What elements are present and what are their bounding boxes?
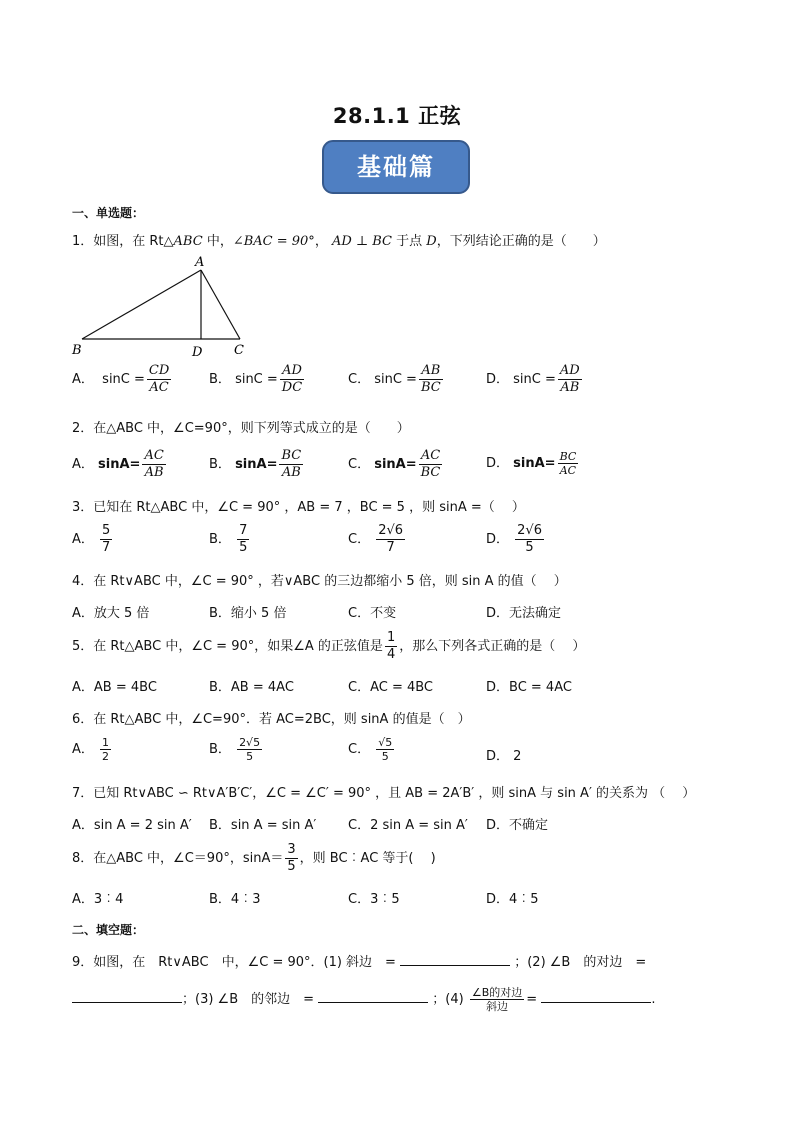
denominator: DC	[281, 380, 303, 395]
denominator: AB	[560, 380, 580, 395]
option-letter: D．	[486, 749, 510, 764]
option-fraction	[376, 523, 405, 556]
option-fraction	[376, 736, 394, 763]
q9-end: .	[651, 992, 656, 1007]
option-letter: B．	[209, 372, 231, 387]
option-letter: A．	[72, 742, 94, 757]
question-8	[72, 842, 436, 875]
question-3: 3．已知在 Rt△ABC 中，∠C = 90° ，AB = 7 ，BC = 5 ，则 sinA =（ ）	[72, 500, 525, 515]
q9-blank-4[interactable]	[541, 988, 651, 1003]
q8-text-b: ，则 BC︰AC 等于( )	[299, 851, 436, 866]
q2-option-c[interactable]	[348, 448, 444, 481]
numerator: AB	[419, 363, 443, 380]
option-fraction	[100, 736, 111, 763]
option-letter: A．	[72, 372, 94, 387]
numerator: BC	[281, 448, 302, 463]
label-d: D	[192, 345, 203, 359]
q8-text-a: 8．在△ABC 中，∠C＝90°，sinA＝	[72, 851, 284, 866]
q1-triangle-figure	[70, 253, 255, 359]
option-lhs: sinA=	[374, 457, 417, 472]
option-lhs: sinC =	[102, 372, 145, 387]
option-letter: A．	[72, 532, 94, 547]
numerator: AD	[559, 363, 580, 378]
q9-fraction	[470, 986, 524, 1013]
option-fraction	[147, 363, 171, 396]
q1-option-d[interactable]	[486, 363, 584, 396]
option-lhs: sinA=	[513, 456, 556, 471]
option-letter: C．	[348, 742, 371, 757]
q9-equals: =	[526, 992, 538, 1007]
option-letter: B．	[209, 532, 231, 547]
q6-option-a[interactable]	[72, 736, 113, 763]
option-fraction	[419, 448, 443, 481]
q7-option-a[interactable]: A．sin A = 2 sin A′	[72, 818, 192, 833]
option-value: 2	[513, 749, 522, 764]
numerator: 1	[102, 736, 110, 749]
option-lhs: sinA=	[235, 457, 278, 472]
q5-option-b[interactable]: B．AB = 4AC	[209, 680, 294, 695]
numerator: 1	[386, 630, 396, 645]
q9-blank-2[interactable]	[72, 988, 182, 1003]
q8-option-c[interactable]: C．3︰5	[348, 892, 400, 907]
option-fraction	[515, 523, 544, 556]
option-fraction	[419, 363, 443, 396]
q2-option-a[interactable]	[72, 448, 168, 481]
q1-text-a: 1．如图，在 Rt	[72, 234, 164, 249]
q7-option-c[interactable]: C．2 sin A = sin A′	[348, 818, 468, 833]
numerator: AC	[419, 448, 443, 465]
option-fraction	[558, 450, 579, 477]
q1-mid1: 中，	[202, 234, 233, 249]
denominator: AB	[281, 465, 301, 480]
option-lhs: sinC =	[374, 372, 417, 387]
option-letter: D．	[486, 372, 510, 387]
option-letter: B．	[209, 457, 231, 472]
q1-point: D	[426, 234, 437, 249]
denominator: 斜边	[486, 1000, 509, 1013]
q8-option-b[interactable]: B．4︰3	[209, 892, 261, 907]
q6-option-d[interactable]	[486, 745, 521, 764]
q7-option-b[interactable]: B．sin A = sin A′	[209, 818, 317, 833]
q4-option-a[interactable]: A．放大 5 倍	[72, 606, 150, 621]
question-6: 6．在 Rt△ABC 中，∠C=90°．若 AC=2BC，则 sinA 的值是（ ）	[72, 712, 471, 727]
option-letter: C．	[348, 372, 371, 387]
option-fraction	[100, 523, 112, 556]
question-2: 2．在△ABC 中，∠C=90°，则下列等式成立的是（ ）	[72, 421, 410, 436]
q5-option-c[interactable]: C．AC = 4BC	[348, 680, 434, 695]
q7-option-d[interactable]: D．不确定	[486, 818, 549, 833]
numerator: 5	[102, 523, 111, 538]
option-fraction	[279, 448, 303, 481]
denominator: 7	[102, 540, 111, 555]
q6-option-c[interactable]	[348, 736, 396, 763]
q1-option-a[interactable]	[72, 363, 173, 396]
q9-text-1: 9．如图，在 Rt∨ABC 中，∠C = 90°．(1) 斜边 =	[72, 955, 396, 970]
option-fraction	[237, 736, 262, 763]
q1-option-b[interactable]	[209, 363, 306, 396]
q2-option-d[interactable]	[486, 450, 580, 477]
option-fraction	[280, 363, 304, 396]
q9-blank-1[interactable]	[400, 951, 510, 966]
label-c: C	[234, 343, 244, 358]
q2-option-b[interactable]	[209, 448, 305, 481]
option-letter: D．	[486, 532, 510, 547]
q9-text-4: ；(4)	[432, 992, 464, 1007]
question-9-line-2	[72, 986, 655, 1013]
q3-option-b[interactable]	[209, 523, 251, 556]
q1-angle: ∠BAC = 90°	[232, 234, 315, 249]
q5-fraction	[385, 630, 397, 663]
q1-abc: ABC	[173, 234, 203, 249]
numerator: ∠B的对边	[471, 986, 523, 999]
numerator: 2√6	[517, 523, 542, 538]
q4-option-d[interactable]: D．无法确定	[486, 606, 562, 621]
q5-text-b: ，那么下列各式正确的是（ ）	[399, 639, 586, 654]
denominator: 5	[239, 540, 248, 555]
option-lhs: sinA=	[98, 457, 141, 472]
numerator: 3	[287, 842, 296, 857]
question-9-line-1	[72, 951, 646, 970]
q5-option-a[interactable]: A．AB = 4BC	[72, 680, 157, 695]
denominator: BC	[420, 380, 441, 395]
level-badge: 基础篇	[322, 140, 470, 194]
label-a: A	[195, 255, 205, 270]
numerator: √5	[378, 736, 393, 749]
q9-blank-3[interactable]	[318, 988, 428, 1003]
numerator: 7	[239, 523, 248, 538]
question-5	[72, 630, 585, 663]
option-letter: D．	[486, 456, 510, 471]
denominator: AC	[559, 464, 577, 477]
denominator: 7	[386, 540, 395, 555]
section-heading-single-choice: 一、单选题：	[72, 206, 145, 220]
q8-option-a[interactable]: A．3︰4	[72, 892, 124, 907]
numerator: CD	[148, 363, 170, 378]
q1-mid3: 于点	[392, 234, 427, 249]
numerator: 2√6	[378, 523, 404, 538]
numerator: BC	[559, 450, 577, 463]
q3-option-c[interactable]	[348, 523, 407, 556]
q4-option-c[interactable]: C．不变	[348, 606, 397, 621]
question-7: 7．已知 Rt∨ABC ∽ Rt∨A′B′C′，∠C = ∠C′ = 90° ，且 AB = 2A′B′ ，则 sinA 与 sin A′ 的关系为 （ ）	[72, 786, 696, 801]
numerator: AC	[144, 448, 164, 463]
section-heading-fill-blank: 二、填空题：	[72, 923, 145, 937]
option-lhs: sinC =	[513, 372, 556, 387]
option-lhs: sinC =	[235, 372, 278, 387]
q6-option-b[interactable]	[209, 736, 264, 763]
q3-option-a[interactable]	[72, 523, 114, 556]
q3-option-d[interactable]	[486, 523, 546, 556]
denominator: AC	[149, 380, 169, 395]
denominator: AB	[144, 465, 164, 480]
numerator: 2√5	[239, 736, 261, 749]
denominator: 5	[287, 859, 296, 874]
q5-text-a: 5．在 Rt△ABC 中，∠C = 90°，如果∠A 的正弦值是	[72, 639, 383, 654]
denominator: 4	[386, 647, 396, 662]
option-fraction	[237, 523, 249, 556]
q1-end: ，下列结论正确的是（ ）	[436, 234, 606, 249]
option-letter: B．	[209, 742, 231, 757]
numerator: AD	[280, 363, 304, 380]
q9-text-2: ；(2) ∠B 的对边 =	[514, 955, 647, 970]
denominator: 5	[525, 540, 534, 555]
label-b: B	[72, 343, 82, 358]
option-fraction	[558, 363, 582, 396]
q1-triangle-symbol: △	[163, 234, 174, 249]
denominator: 2	[102, 750, 110, 763]
q9-text-3: ；(3) ∠B 的邻边 =	[182, 992, 315, 1007]
q8-fraction	[285, 842, 297, 875]
q1-option-c[interactable]	[348, 363, 445, 396]
page-title: 28.1.1 正弦	[332, 104, 462, 128]
option-letter: C．	[348, 532, 371, 547]
option-letter: A．	[72, 457, 94, 472]
question-4: 4．在 Rt∨ABC 中，∠C = 90° ，若∨ABC 的三边都缩小 5 倍，则 sin A 的值（ ）	[72, 574, 567, 589]
q1-mid2: ，	[314, 234, 332, 249]
segment-ac	[201, 270, 240, 339]
q1-perp: AD ⊥ BC	[331, 234, 392, 249]
q4-option-b[interactable]: B．缩小 5 倍	[209, 606, 287, 621]
denominator: BC	[420, 465, 441, 480]
question-1	[72, 230, 606, 249]
q8-option-d[interactable]: D．4︰5	[486, 892, 539, 907]
segment-ab	[82, 270, 201, 339]
denominator: 5	[246, 750, 254, 763]
option-fraction	[142, 448, 165, 481]
option-letter: C．	[348, 457, 371, 472]
q5-option-d[interactable]: D．BC = 4AC	[486, 680, 572, 695]
denominator: 5	[381, 750, 389, 763]
